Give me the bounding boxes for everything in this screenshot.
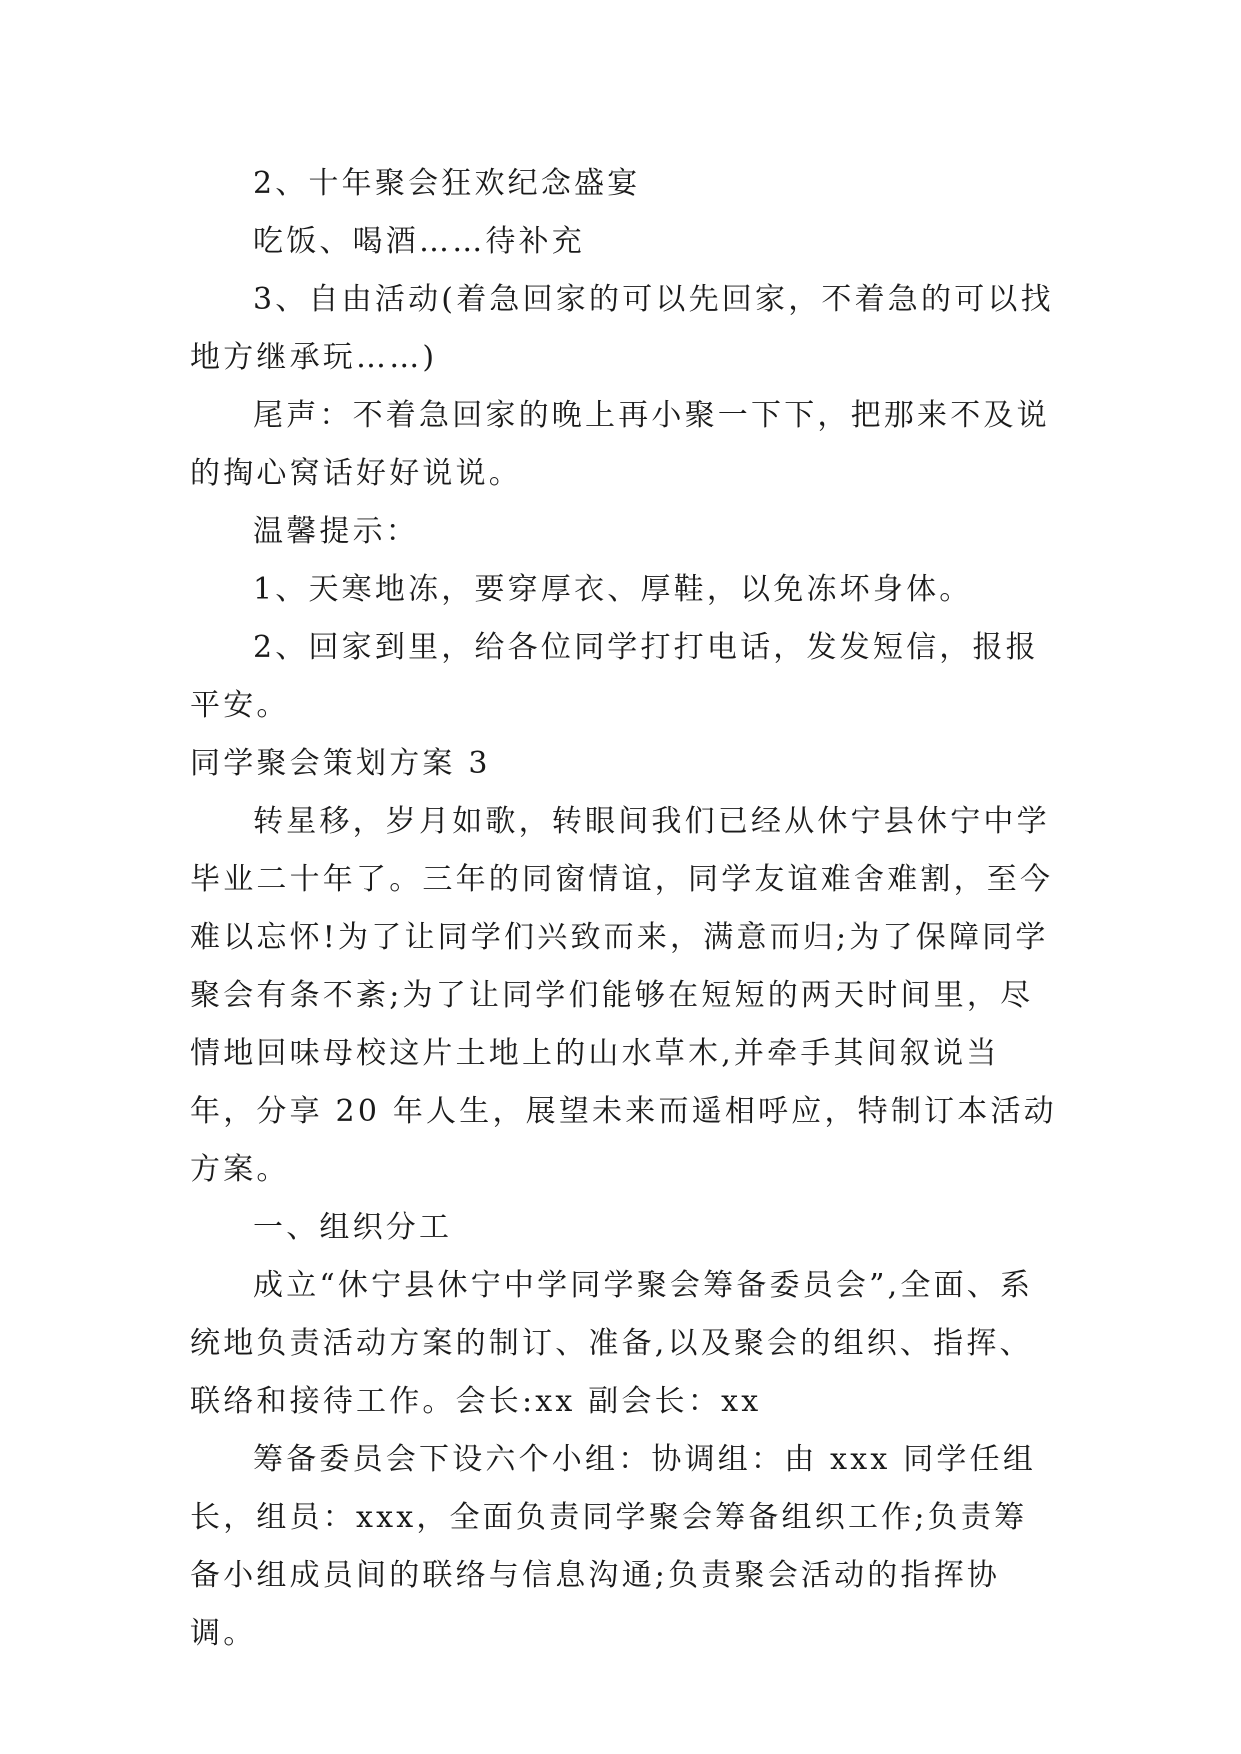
paragraph: 筹备委员会下设六个小组：协调组：由 xxx 同学任组长，组员：xxx，全面负责同学聚会筹备组织工作;负责筹备小组成员间的联络与信息沟通;负责聚会活动的指挥协调。 — [190, 1442, 1037, 1651]
paragraph: 2、十年聚会狂欢纪念盛宴 — [253, 166, 641, 201]
paragraph: 3、自由活动(着急回家的可以先回家，不着急的可以找地方继承玩……) — [190, 282, 1054, 375]
section-heading: 同学聚会策划方案 3 — [190, 746, 491, 781]
paragraph: 1、天寒地冻，要穿厚衣、厚鞋，以免冻坏身体。 — [253, 572, 973, 607]
paragraph: 一、组织分工 — [253, 1210, 453, 1245]
document-body — [190, 155, 1060, 1663]
paragraph: 温馨提示： — [253, 514, 419, 549]
paragraph: 成立“休宁县休宁中学同学聚会筹备委员会”,全面、系统地负责活动方案的制订、准备,以及聚会的组织、指挥、联络和接待工作。会长:xx 副会长：xx — [190, 1268, 1034, 1419]
paragraph: 尾声：不着急回家的晚上再小聚一下下，把那来不及说的掏心窝话好好说说。 — [190, 398, 1050, 491]
paragraph: 2、回家到里，给各位同学打打电话，发发短信，报报平安。 — [190, 630, 1039, 723]
paragraph: 转星移，岁月如歌，转眼间我们已经从休宁县休宁中学毕业二十年了。三年的同窗情谊，同学友谊难舍难割，至今难以忘怀!为了让同学们兴致而来，满意而归;为了保障同学聚会有条不紊;为了让同学们能够在短短的两天时间里，尽情地回味母校这片土地上的山水草木,并牵手其间叙说当年，分享 20 年人生，展望未来而遥相呼应，特制订本活动方案。 — [190, 804, 1057, 1187]
paragraph: 吃饭、喝酒……待补充 — [253, 224, 585, 259]
